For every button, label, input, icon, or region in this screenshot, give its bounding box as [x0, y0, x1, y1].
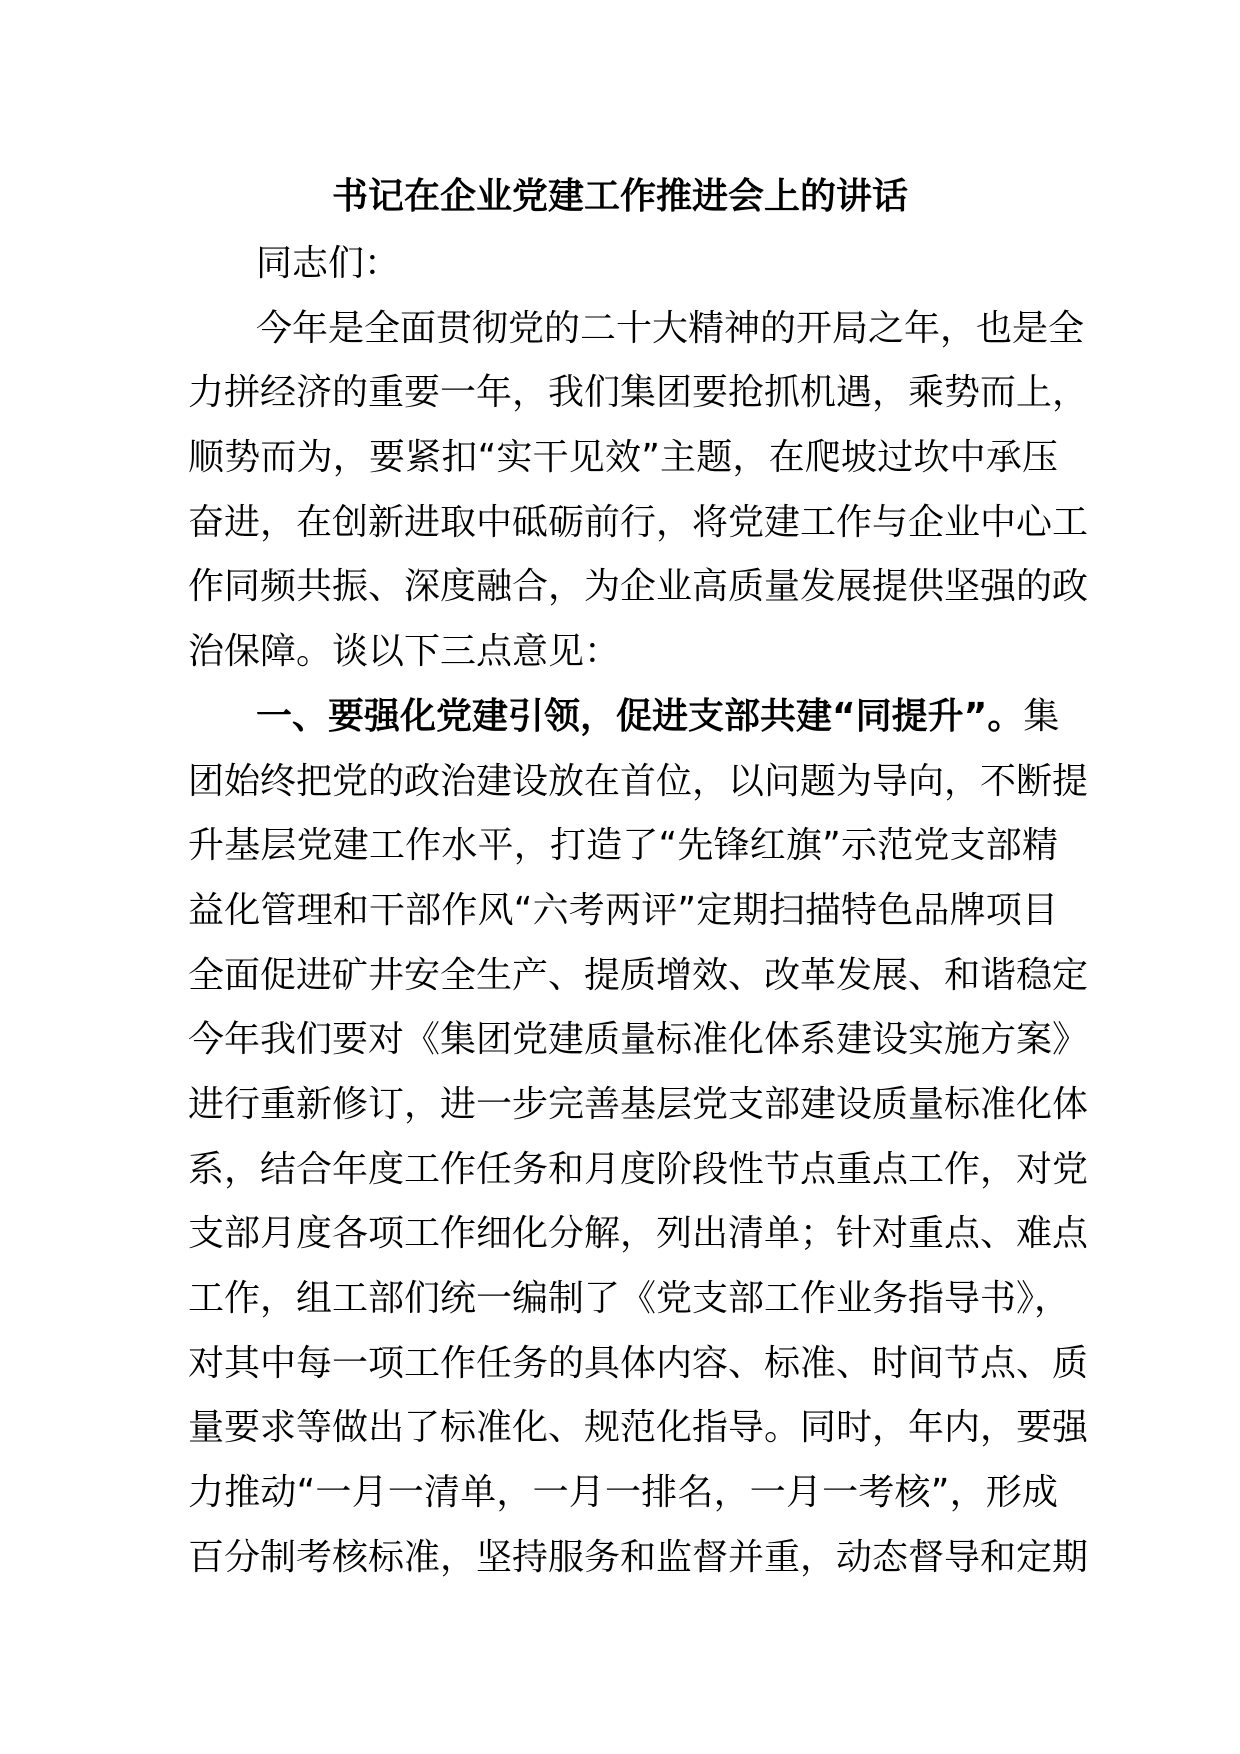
- text-line: 奋进，在创新进取中砥砺前行，将党建工作与企业中心工: [188, 501, 1089, 543]
- text-line: 治保障。谈以下三点意见：: [188, 631, 621, 673]
- paragraph-intro: [188, 297, 1089, 685]
- text-line: 益化管理和干部作风“六考两评”定期扫描特色品牌项目: [188, 889, 1058, 931]
- text-line: 全面促进矿井安全生产、提质增效、改革发展、和谐稳定: [188, 954, 1089, 996]
- text-line: 团始终把党的政治建设放在首位，以问题为导向，不断提: [188, 760, 1089, 802]
- text-line: 升基层党建工作水平，打造了“先锋红旗”示范党支部精: [188, 825, 1058, 867]
- text-line: 顺势而为，要紧扣“实干见效”主题，在爬坡过坎中承压: [188, 437, 1058, 479]
- document-title: 书记在企业党建工作推进会上的讲话: [331, 176, 908, 217]
- text-line: 力推动“一月一清单，一月一排名，一月一考核”，形成: [188, 1472, 1058, 1514]
- text-line: 对其中每一项工作任务的具体内容、标准、时间节点、质: [188, 1342, 1089, 1384]
- text-fragment: 集: [1023, 695, 1060, 737]
- text-line: 力拼经济的重要一年，我们集团要抢抓机遇，乘势而上，: [188, 372, 1089, 414]
- text-line: 百分制考核标准，坚持服务和监督并重，动态督导和定期: [188, 1536, 1089, 1578]
- text-line: 今年是全面贯彻党的二十大精神的开局之年，也是全: [256, 307, 1085, 349]
- section-heading: 一、要强化党建引领，促进支部共建“同提升”。: [256, 695, 1024, 737]
- text-line: 进行重新修订，进一步完善基层党支部建设质量标准化体: [188, 1083, 1089, 1125]
- text-line: 系，结合年度工作任务和月度阶段性节点重点工作，对党: [188, 1148, 1089, 1190]
- text-line: 工作，组工部们统一编制了《党支部工作业务指导书》，: [188, 1278, 1071, 1319]
- section-1: [188, 685, 1089, 1591]
- text-line: 今年我们要对《集团党建质量标准化体系建设实施方案》: [188, 1019, 1089, 1061]
- salutation: 同志们：: [256, 243, 401, 284]
- text-line: 作同频共振、深度融合，为企业高质量发展提供坚强的政: [188, 566, 1089, 608]
- document-body: [188, 232, 1089, 1590]
- text-line: 支部月度各项工作细化分解，列出清单；针对重点、难点: [188, 1213, 1089, 1255]
- text-line: 量要求等做出了标准化、规范化指导。同时，年内，要强: [188, 1407, 1089, 1449]
- section-heading-line: [188, 685, 1058, 750]
